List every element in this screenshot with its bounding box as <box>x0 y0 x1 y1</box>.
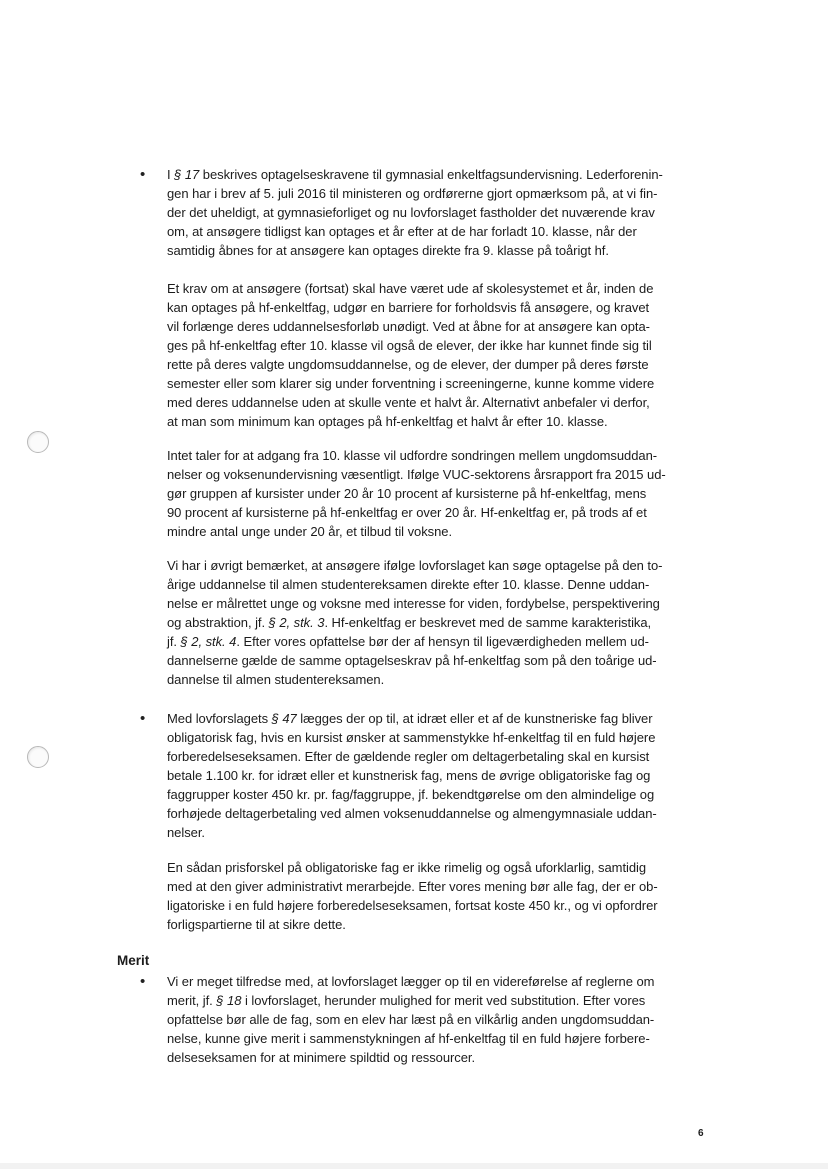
text-line: En sådan prisforskel på obligatoriske fag er ikke rimelig og også uforklarlig, samtidig <box>167 860 647 875</box>
law-reference: § 18 <box>216 993 242 1008</box>
text-line: merit, jf. § 18 i lovforslaget, herunder mulighed for merit ved substitution. Efter vores <box>167 993 646 1008</box>
text-line: delseseksamen for at minimere spildtid og ressourcer. <box>167 1050 476 1065</box>
text-line: med at den giver administrativt merarbejde. Efter vores mening bør alle fag, der er ob- <box>167 879 658 894</box>
text-line: gør gruppen af kursister under 20 år 10 procent af kursisterne på hf-enkeltfag, mens <box>167 486 647 501</box>
paragraph-studentereksamen <box>167 556 705 689</box>
text-line: ges på hf-enkeltfag efter 10. klasse vil også de elever, der ikke har kunnet finde sig til <box>167 338 652 353</box>
text-line: og abstraktion, jf. § 2, stk. 3. Hf-enkeltfag er beskrevet med de samme karakteristika, <box>167 615 652 630</box>
text-line: om, at ansøgere tidligst kan optages et år efter at de har forladt 10. klasse, når der <box>167 224 637 239</box>
law-reference: § 17 <box>174 167 200 182</box>
paragraph-optagelseskrav <box>167 165 705 260</box>
section-heading-merit: Merit <box>117 953 150 968</box>
text-line: der det uheldigt, at gymnasieforliget og nu lovforslaget fastholder det nuværende krav <box>167 205 655 220</box>
text-line: vil forlænge deres uddannelsesforløb unødigt. Ved at åbne for at ansøgere kan opta- <box>167 319 650 334</box>
text-line: nelse, kunne give merit i sammenstykningen af hf-enkeltfag til en fuld højere forbere- <box>167 1031 650 1046</box>
text-line: Med lovforslagets § 47 lægges der op til, at idræt eller et af de kunstneriske fag bliver <box>167 711 653 726</box>
paragraph-deltagerbetaling <box>167 709 705 842</box>
text-line: jf. § 2, stk. 4. Efter vores opfattelse bør der af hensyn til ligeværdigheden mellem ud- <box>167 634 649 649</box>
text-line: faggrupper koster 450 kr. pr. fag/faggruppe, jf. bekendtgørelse om den almindelige og <box>167 787 655 802</box>
text-line: dannelserne gælde de samme optagelseskrav på hf-enkeltfag som på den toårige ud- <box>167 653 657 668</box>
text-line: at man som minimum kan optages på hf-enkeltfag et halvt år efter 10. klasse. <box>167 414 608 429</box>
page-bottom-edge <box>0 1163 828 1169</box>
paragraph-prisforskel <box>167 858 705 934</box>
text-line: 90 procent af kursisterne på hf-enkeltfag er over 20 år. Hf-enkeltfag er, på trods af et <box>167 505 647 520</box>
text-line: ligatoriske i en fuld højere forberedelseseksamen, fortsat koste 450 kr., og vi opfordrer <box>167 898 658 913</box>
text-line: med deres uddannelse uden at skulle vente et halvt år. Alternativt anbefaler vi derfor, <box>167 395 650 410</box>
text-line: opfattelse bør alle de fag, som en elev har læst på en vilkårlig anden ungdomsuddan- <box>167 1012 655 1027</box>
paragraph-merit <box>167 972 705 1067</box>
text-line: rette på deres valgte ungdomsuddannelse, og de elever, der dumper på deres første <box>167 357 649 372</box>
text-line: I § 17 beskrives optagelseskravene til gymnasial enkeltfagsundervisning. Lederforenin- <box>167 167 663 182</box>
text-line: årige uddannelse til almen studentereksamen direkte efter 10. klasse. Denne uddan- <box>167 577 650 592</box>
text-line: Vi har i øvrigt bemærket, at ansøgere ifølge lovforslaget kan søge optagelse på den to- <box>167 558 663 573</box>
punch-hole-mark <box>27 431 49 453</box>
page-number: 6 <box>698 1128 704 1139</box>
text-line: forligspartierne til at sikre dette. <box>167 917 346 932</box>
bullet-marker: • <box>140 973 146 990</box>
text-line: mindre antal unge under 20 år, et tilbud til voksne. <box>167 524 453 539</box>
text-line: betale 1.100 kr. for idræt eller et kunstnerisk fag, mens de øvrige obligatoriske fag og <box>167 768 651 783</box>
text-line: forhøjede deltagerbetaling ved almen voksenuddannelse og almengymnasiale uddan- <box>167 806 657 821</box>
paragraph-krav-barriere <box>167 279 705 431</box>
text-line: kan optages på hf-enkeltfag, udgør en barriere for forholdsvis få ansøgere, og kravet <box>167 300 650 315</box>
text-line: Et krav om at ansøgere (fortsat) skal have været ude af skolesystemet et år, inden de <box>167 281 654 296</box>
bullet-marker: • <box>140 166 146 183</box>
text-line: Intet taler for at adgang fra 10. klasse vil udfordre sondringen mellem ungdomsuddan- <box>167 448 658 463</box>
law-reference: § 2, stk. 3 <box>268 615 325 630</box>
law-reference: § 2, stk. 4 <box>180 634 237 649</box>
text-line: nelse er målrettet unge og voksne med interesse for viden, fordybelse, perspektivering <box>167 596 660 611</box>
text-line: dannelse til almen studentereksamen. <box>167 672 385 687</box>
text-line: nelser. <box>167 825 205 840</box>
text-line: forberedelseseksamen. Efter de gældende regler om deltagerbetaling skal en kursist <box>167 749 650 764</box>
paragraph-sondring <box>167 446 705 541</box>
text-line: nelser og voksenundervisning væsentligt. Ifølge VUC-sektorens årsrapport fra 2015 ud- <box>167 467 666 482</box>
bullet-marker: • <box>140 710 146 727</box>
text-line: obligatorisk fag, hvis en kursist ønsker at sammenstykke hf-enkeltfag til en fuld højere <box>167 730 656 745</box>
punch-hole-mark <box>27 746 49 768</box>
text-line: semester eller som klarer sig under forventning i screeningerne, kunne komme videre <box>167 376 655 391</box>
text-line: gen har i brev af 5. juli 2016 til ministeren og ordførerne gjort opmærksom på, at vi fin- <box>167 186 658 201</box>
text-line: samtidig åbnes for at ansøgere kan optages direkte fra 9. klasse på toårigt hf. <box>167 243 609 258</box>
law-reference: § 47 <box>271 711 297 726</box>
text-line: Vi er meget tilfredse med, at lovforslaget lægger op til en videreførelse af reglerne om <box>167 974 655 989</box>
